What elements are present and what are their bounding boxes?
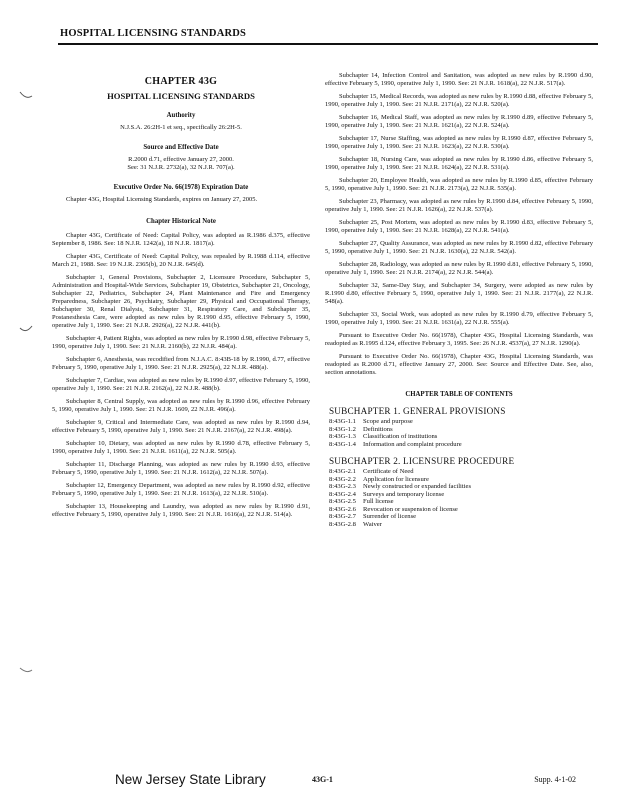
page-number: 43G-1	[312, 775, 333, 784]
toc-row[interactable]	[329, 498, 593, 506]
history-paragraph: Subchapter 15, Medical Records, was adopted as new rules by R.1990 d.88, effective February 5, 1990, operative July 1, 1990. See: 21 N.J.R. 2171(a), 22 N.J.R. 520(a).	[325, 93, 593, 108]
history-paragraph: Subchapter 7, Cardiac, was adopted as new rules by R.1990 d.97, effective February 5, 1990, operative July 1, 1990. See: 21 N.J.R. 2162(a), 22 N.J.R. 488(b).	[52, 377, 310, 392]
history-heading: Chapter Historical Note	[146, 218, 216, 225]
toc-heading: CHAPTER TABLE OF CONTENTS	[405, 391, 513, 398]
toc-section-number: 8:43G-1.2	[329, 425, 356, 433]
history-paragraph: Subchapter 18, Nursing Care, was adopted as new rules by R.1990 d.86, effective February 5, 1990, operative July 1, 1990. See: 21 N.J.R. 1624(a), 22 N.J.R. 531(a).	[325, 156, 593, 171]
source-line: R.2000 d.71, effective January 27, 2000.	[128, 156, 234, 163]
source-line: See: 31 N.J.R. 2732(a), 32 N.J.R. 707(a).	[127, 164, 235, 171]
toc-section-number: 8:43G-2.5	[329, 498, 356, 505]
history-paragraph: Chapter 43G, Certificate of Need: Capital Policy, was repealed by R.1988 d.114, effective March 21, 1988. See: 19 N.J.R. 2365(b), 20 N.J.R. 645(d).	[52, 253, 310, 268]
toc-section-number: 8:43G-2.6	[329, 505, 356, 513]
history-paragraph: Subchapter 6, Anesthesia, was recodified from N.J.A.C. 8:43B-18 by R.1990, d.77, effective February 5, 1990, operative July 1, 1990. See: 21 N.J.R. 2925(a), 22 N.J.R. 488(a).	[52, 356, 310, 371]
toc-section-title: Newly constructed or expanded facilities	[363, 483, 472, 490]
running-header-title: HOSPITAL LICENSING STANDARDS	[60, 28, 247, 39]
toc-row[interactable]	[329, 521, 593, 529]
toc-section-title: Scope and purpose	[363, 418, 413, 425]
history-paragraph: Subchapter 33, Social Work, was adopted as new rules by R.1990 d.79, effective February 5, 1990, operative July 1, 1990. See: 21 N.J.R. 1631(a), 22 N.J.R. 555(a).	[325, 311, 593, 326]
history-paragraph: Subchapter 23, Pharmacy, was adopted as new rules by R.1990 d.84, effective February 5, 1990, operative July 1, 1990. See: 21 N.J.R. 1626(a), 22 N.J.R. 537(a).	[325, 198, 593, 213]
toc-section-title: Full license	[363, 498, 394, 505]
history-paragraph: Pursuant to Executive Order No. 66(1978), Chapter 43G, Hospital Licensing Standards, was readopted as R.1995 d.124, effective February 3, 1995. See: 26 N.J.R. 4537(a), 27 N.J.R. 1290(a).	[325, 332, 593, 347]
margin-mark-icon	[18, 664, 34, 680]
toc-section-number: 8:43G-2.4	[329, 490, 356, 498]
authority-text: N.J.S.A. 26:2H-1 et seq., specifically 26:2H-5.	[120, 124, 242, 131]
history-paragraph: Subchapter 13, Housekeeping and Laundry, was adopted as new rules by R.1990 d.91, effective February 5, 1990, operative July 1, 1990. See: 21 N.J.R. 1616(a), 22 N.J.R. 514(a).	[52, 503, 310, 518]
running-header	[58, 27, 598, 45]
history-paragraph: Subchapter 8, Central Supply, was adopted as new rules by R.1990 d.96, effective February 5, 1990, operative July 1, 1990. See: 21 N.J.R. 1609, 22 N.J.R. 496(a).	[52, 398, 310, 413]
expiration-text: Chapter 43G, Hospital Licensing Standards, expires on January 27, 2005.	[66, 196, 258, 203]
toc-row[interactable]	[329, 433, 593, 441]
toc-subchapter-title: SUBCHAPTER 1. GENERAL PROVISIONS	[329, 406, 506, 416]
history-paragraph: Chapter 43G, Certificate of Need: Capital Policy, was adopted as R.1986 d.375, effective September 8, 1986. See: 18 N.J.R. 1242(a), 18 N.J.R. 1817(a).	[52, 232, 310, 247]
toc-subchapter-title: SUBCHAPTER 2. LICENSURE PROCEDURE	[329, 456, 515, 466]
history-paragraph: Subchapter 16, Medical Staff, was adopted as new rules by R.1990 d.89, effective February 5, 1990, operative July 1, 1990. See: 21 N.J.R. 1621(a), 22 N.J.R. 524(a).	[325, 114, 593, 129]
library-name: New Jersey State Library	[115, 772, 266, 787]
toc-section-number: 8:43G-1.1	[329, 418, 356, 425]
toc-row[interactable]	[329, 513, 593, 521]
margin-mark-icon	[18, 322, 34, 338]
toc-section-title: Information and complaint procedure	[363, 440, 462, 448]
toc-section-title: Surrender of license	[363, 513, 417, 520]
history-paragraph: Subchapter 12, Emergency Department, was adopted as new rules by R.1990 d.92, effective February 5, 1990, operative July 1, 1990. See: 21 N.J.R. 1613(a), 22 N.J.R. 510(a).	[52, 482, 310, 497]
margin-mark-icon	[18, 88, 34, 104]
toc-section-title: Application for licensure	[363, 475, 429, 483]
history-paragraph: Subchapter 4, Patient Rights, was adopted as new rules by R.1990 d.98, effective February 5, 1990, operative July 1, 1990. See: 21 N.J.R. 2160(b), 22 N.J.R. 484(a).	[52, 335, 310, 350]
toc-section-number: 8:43G-2.2	[329, 475, 356, 483]
expiration-heading: Executive Order No. 66(1978) Expiration Date	[113, 184, 249, 191]
history-paragraph: Subchapter 25, Post Mortem, was adopted as new rules by R.1990 d.83, effective February 5, 1990, operative July 1, 1990. See: 21 N.J.R. 1628(a), 22 N.J.R. 541(a).	[325, 219, 593, 234]
left-column	[52, 64, 310, 524]
history-paragraph: Subchapter 11, Discharge Planning, was adopted as new rules by R.1990 d.93, effective February 5, 1990, operative July 1, 1990. See: 21 N.J.R. 1612(a), 22 N.J.R. 507(a).	[52, 461, 310, 476]
toc-section-title: Waiver	[363, 520, 382, 528]
history-paragraph: Subchapter 9, Critical and Intermediate Care, was adopted as new rules by R.1990 d.94, effective February 5, 1990, operative July 1, 1990. See: 21 N.J.R. 2167(a), 22 N.J.R. 498(a).	[52, 419, 310, 434]
chapter-title: HOSPITAL LICENSING STANDARDS	[107, 91, 255, 101]
toc-section-number: 8:43G-2.8	[329, 520, 356, 528]
history-paragraph: Subchapter 27, Quality Assurance, was adopted as new rules by R.1990 d.82, effective February 5, 1990, operative July 1, 1990. See: 21 N.J.R. 1630(a), 22 N.J.R. 542(a).	[325, 240, 593, 255]
toc-section-number: 8:43G-1.4	[329, 440, 356, 448]
history-paragraph: Subchapter 17, Nurse Staffing, was adopted as new rules by R.1990 d.87, effective February 5, 1990, operative July 1, 1990. See: 21 N.J.R. 1623(a), 22 N.J.R. 530(a).	[325, 135, 593, 150]
history-paragraph: Subchapter 20, Employee Health, was adopted as new rules by R.1990 d.85, effective February 5, 1990, operative July 1, 1990. See: 21 N.J.R. 2173(a), 22 N.J.R. 535(a).	[325, 177, 593, 192]
source-heading: Source and Effective Date	[143, 144, 219, 151]
chapter-number: CHAPTER 43G	[144, 76, 218, 87]
toc-row[interactable]	[329, 506, 593, 514]
toc-section-number: 8:43G-1.3	[329, 433, 356, 440]
toc-row[interactable]	[329, 483, 593, 491]
toc-section-number: 8:43G-2.7	[329, 513, 356, 520]
toc-section-title: Surveys and temporary license	[363, 490, 445, 498]
toc-section-title: Certificate of Need	[363, 468, 414, 475]
toc-section-title: Classification of institutions	[363, 433, 438, 440]
toc-row[interactable]	[329, 418, 593, 426]
history-paragraph: Subchapter 28, Radiology, was adopted as new rules by R.1990 d.81, effective February 5, 1990, operative July 1, 1990. See: 21 N.J.R. 2174(a), 22 N.J.R. 544(a).	[325, 261, 593, 276]
history-paragraph: Subchapter 32, Same-Day Stay, and Subchapter 34, Surgery, were adopted as new rules by R.1990 d.80, effective February 5, 1990, operative July 1, 1990. See: 21 N.J.R. 2177(a), 22 N.J.R. 548(a).	[325, 282, 593, 305]
toc-row[interactable]	[329, 468, 593, 476]
history-paragraph: Subchapter 1, General Provisions, Subchapter 2, Licensure Procedure, Subchapter 5, Administration and Hospital-Wide Services, Subchapter 19, Obstetrics, Subchapter 21, Oncology, Subchapter 22, Pediatrics, Subchapter 24, Plant Maintenance and Fire and Emergency Preparedness, Subchapter 26, Psychiatry, Subchapter 29, Physical and Occupational Therapy, Subchapter 30, Renal Dialysis, Subchapter 31, Respiratory Care, and Subchapter 35, Postanesthesia Care, were adopted as new rules by R.1990 d.95, effective February 5, 1990, operative July 1, 1990. See: 21 N.J.R. 2926(a), 22 N.J.R. 441(b).	[52, 274, 310, 329]
toc-row[interactable]	[329, 491, 593, 499]
toc-row[interactable]	[329, 441, 593, 449]
toc-section-title: Revocation or suspension of license	[363, 505, 458, 513]
toc-section-title: Definitions	[363, 425, 393, 433]
supplement-date: Supp. 4-1-02	[534, 775, 576, 784]
toc-row[interactable]	[329, 426, 593, 434]
toc-row[interactable]	[329, 476, 593, 484]
toc-section-number: 8:43G-2.3	[329, 483, 356, 490]
right-column	[325, 72, 593, 528]
history-paragraph: Subchapter 14, Infection Control and Sanitation, was adopted as new rules by R.1990 d.90, effective February 5, 1990, operative July 1, 1990. See: 21 N.J.R. 1618(a), 22 N.J.R. 517(a).	[325, 72, 593, 87]
page-footer	[115, 772, 598, 788]
history-paragraph: Subchapter 10, Dietary, was adopted as new rules by R.1990 d.78, effective February 5, 1990, operative July 1, 1990. See: 21 N.J.R. 1611(a), 22 N.J.R. 505(a).	[52, 440, 310, 455]
toc-section-number: 8:43G-2.1	[329, 468, 356, 475]
history-paragraph: Pursuant to Executive Order No. 66(1978), Chapter 43G, Hospital Licensing Standards, was readopted as R.2000 d.71, effective January 27, 2000. See: Source and Effective Date. See, also, section annotations.	[325, 353, 593, 376]
authority-heading: Authority	[166, 112, 196, 119]
